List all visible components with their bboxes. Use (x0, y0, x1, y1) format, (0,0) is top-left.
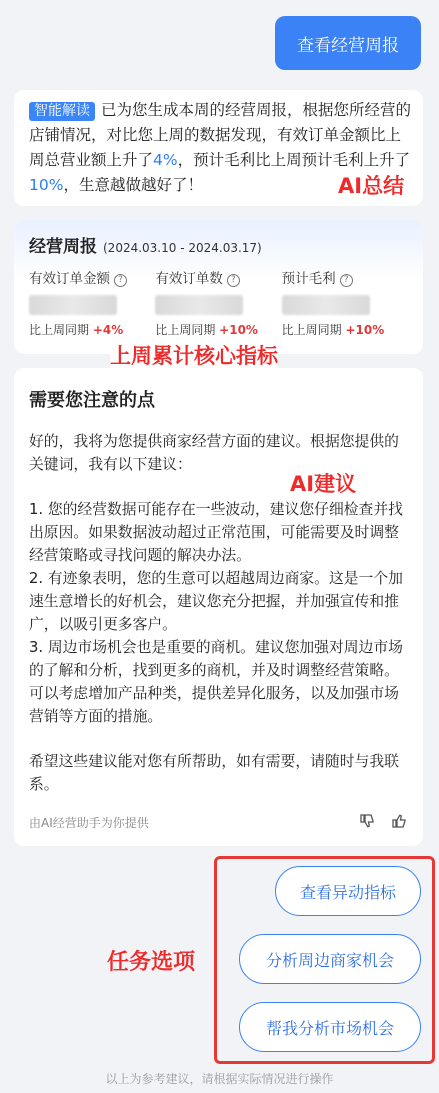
metric-change: +4% (92, 323, 124, 337)
metric-comparison-label: 比上周同期 (29, 323, 90, 337)
advice-title: 需要您注意的点 (29, 390, 155, 411)
advice-item: 2. 有迹象表明，您的生意可以超越周边商家。这是一个加速生意增长的好机会，建议您充分把握，并加强宣传和推广，以吸引更多客户。 (29, 570, 403, 633)
view-anomaly-metrics-button[interactable]: 查看异动指标 (275, 866, 421, 916)
summary-pct-2: 10% (29, 176, 64, 194)
summary-text-1: 已为您生成本周的经营周报，根据您所经营的店铺情况，对比您上周的数据发现，有效订单金额比上周总营业额上升了 (29, 101, 412, 169)
metric-change: +10% (345, 323, 385, 337)
metric-label: 有效订单金额 (29, 271, 110, 287)
metric-comparison-label: 比上周同期 (155, 323, 216, 337)
help-icon[interactable]: ? (340, 274, 353, 287)
smart-interpretation-tag: 智能解读 (29, 102, 95, 121)
view-weekly-report-button[interactable]: 查看经营周报 (275, 16, 421, 70)
ai-advice-card (14, 368, 423, 846)
metric-comparison-label: 比上周同期 (281, 323, 342, 337)
summary-pct-1: 4% (153, 151, 178, 169)
metrics-row (29, 267, 408, 338)
weekly-title: 经营周报 (29, 237, 97, 257)
weekly-report-card (14, 220, 423, 354)
blurred-value (155, 295, 243, 315)
help-icon[interactable]: ? (114, 274, 127, 287)
metric-label: 预计毛利 (281, 271, 336, 287)
advice-closing: 希望这些建议能对您有所帮助，如有需要，请随时与我联系。 (29, 753, 399, 793)
footer-disclaimer: 以上为参考建议，请根据实际情况进行操作 (105, 1072, 334, 1086)
advice-item: 3. 周边市场机会也是重要的商机。建议您加强对周边市场的了解和分析，找到更多的商机，并及时调整经营策略。可以考虑增加产品种类，提供差异化服务，以及加强市场营销等方面的措施。 (29, 639, 403, 725)
summary-text-2: ，预计毛利比上周预计毛利上升了 (177, 151, 411, 169)
thumbs-up-icon[interactable] (391, 813, 407, 833)
annotation-core-metrics: 上周累计核心指标 (110, 340, 278, 370)
metric-order-count (155, 267, 281, 338)
provider-note: 由AI经营助手为你提供 (29, 816, 149, 830)
thumbs-down-icon[interactable] (359, 813, 375, 833)
help-icon[interactable]: ? (227, 274, 240, 287)
weekly-date-range: (2024.03.10 - 2024.03.17) (103, 241, 262, 255)
metric-change: +10% (219, 323, 258, 337)
advice-item: 1. 您的经营数据可能存在一些波动，建议您仔细检查并找出原因。如果数据波动超过正常范围，可能需要及时调整经营策略或寻找问题的解决办法。 (29, 501, 403, 564)
annotation-ai-summary: AI总结 (338, 170, 404, 200)
analyze-market-button[interactable]: 帮我分析市场机会 (239, 1002, 421, 1052)
summary-text-3: ，生意越做越好了！ (63, 176, 203, 194)
advice-intro: 好的，我将为您提供商家经营方面的建议。根据您提供的关键词，我有以下建议： (29, 433, 399, 473)
blurred-value (282, 295, 370, 315)
metric-order-amount (29, 267, 155, 338)
metric-gross-profit (282, 267, 408, 338)
metric-label: 有效订单数 (155, 271, 223, 287)
annotation-ai-advice: AI建议 (290, 472, 357, 496)
analyze-nearby-merchants-button[interactable]: 分析周边商家机会 (239, 934, 421, 984)
annotation-task-options: 任务选项 (107, 950, 196, 975)
blurred-value (29, 295, 117, 315)
